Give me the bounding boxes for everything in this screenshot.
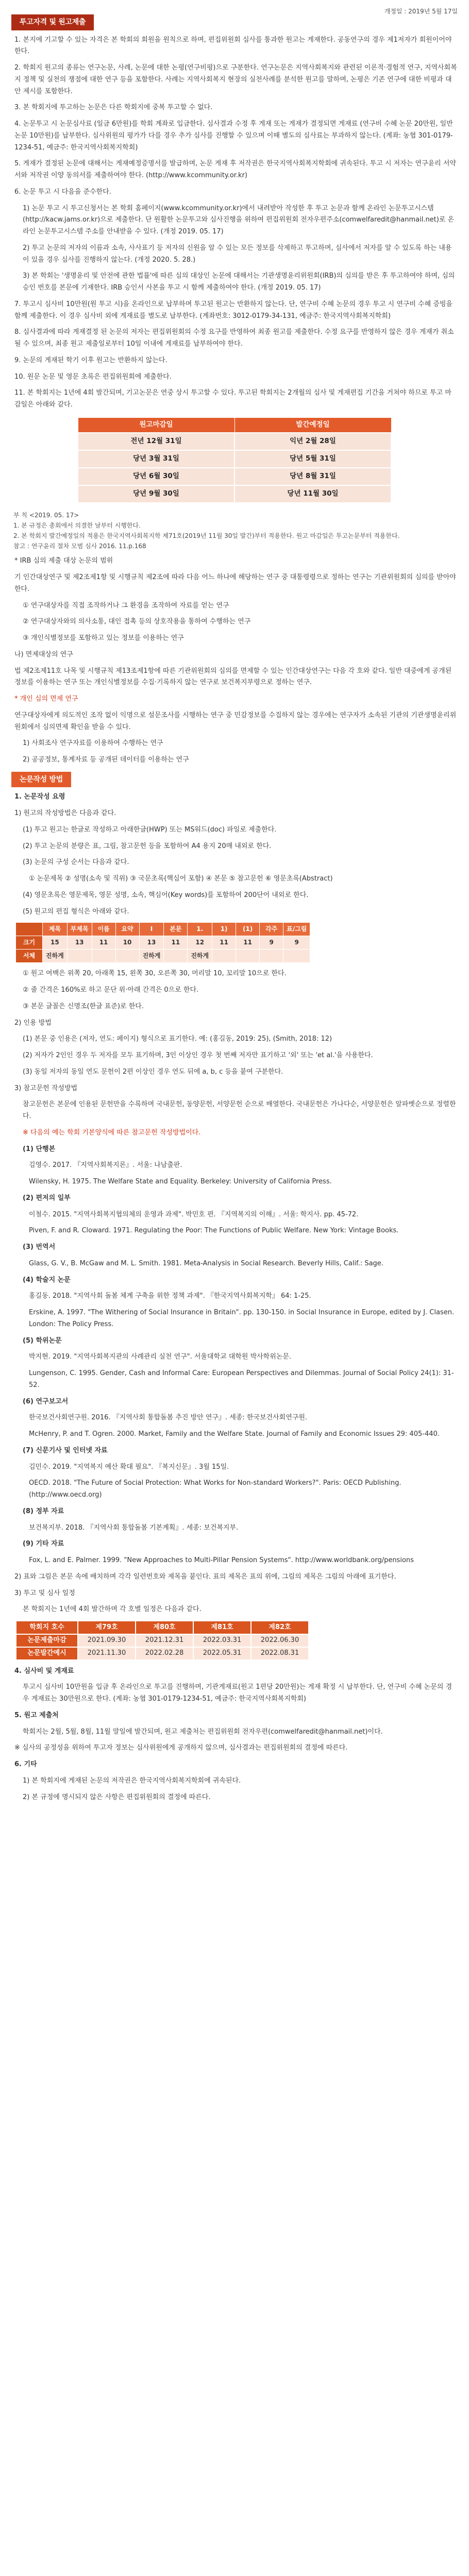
issue-cell: 2022.06.30 bbox=[251, 1634, 309, 1647]
addendum-title: 부 칙 <2019. 05. 17> bbox=[13, 512, 79, 519]
reference-category: (2) 편저의 일부 bbox=[23, 1194, 71, 1202]
issue-header: 제79호 bbox=[78, 1621, 136, 1634]
reference-category: (5) 학위논문 bbox=[23, 1336, 62, 1345]
issue-cell: 2021.11.30 bbox=[78, 1647, 136, 1660]
references-notice: ※ 다음의 예는 학회 기본양식에 따른 참고문헌 작성방법이다. bbox=[23, 1128, 201, 1137]
schedule-cell: 당년 11월 30일 bbox=[234, 485, 391, 503]
format-cell bbox=[212, 950, 236, 963]
reference-category: (9) 기타 자료 bbox=[23, 1540, 64, 1548]
issue-row-label: 논문제출마감 bbox=[16, 1634, 78, 1647]
issue-cell: 2021.12.31 bbox=[136, 1634, 193, 1647]
format-header: Ⅰ bbox=[139, 923, 164, 936]
section-title-writing-method: 논문작성 방법 bbox=[11, 772, 71, 788]
reference-category: (3) 번역서 bbox=[23, 1243, 56, 1251]
figure-table-rule: 2) 표와 그림은 본문 속에 배치하며 각각 일련번호와 제목을 붙인다. 표의 제목은 표의 위에, 그림의 제목은 그림의 아래에 표기한다. bbox=[14, 1572, 396, 1581]
issue-schedule-title: 3) 투고 및 심사 일정 bbox=[14, 1589, 75, 1597]
format-cell bbox=[283, 950, 310, 963]
schedule-cell: 전년 12월 31일 bbox=[78, 433, 234, 450]
issue-cell: 2022.08.31 bbox=[251, 1647, 309, 1660]
rule-6: 6. 논문 투고 시 다음을 준수한다. bbox=[14, 188, 111, 196]
irb-scope-body: 기 인간대상연구 및 제2조제1항 및 시행규칙 제2조에 따라 다음 어느 하나에 해당하는 연구 중 대통령령으로 정하는 연구는 기관위원회의 심의를 받아야 한다. bbox=[14, 573, 456, 593]
rule-1: 1. 본지에 기고할 수 있는 자격은 본 학회의 회원을 원칙으로 하며, 편집위원회 심사를 통과한 원고는 게재한다. 공동연구의 경우 제1저자가 회원이어야 한다. bbox=[14, 36, 452, 56]
reference-category: (8) 정부 자료 bbox=[23, 1507, 64, 1515]
reference-example: McHenry, P. and T. Ogren. 2000. Market, Family and the Welfare State. Journal of Family and Economic Issues 29: 405-440. bbox=[29, 1430, 440, 1438]
reference-example: OECD. 2018. "The Future of Social Protection: What Works for Non-standard Workers?". Paris: OECD Publishing. (http://www.oecd.org) bbox=[29, 1479, 401, 1499]
format-note: ③ 본문 글꼴은 신명조(한글 표준)로 한다. bbox=[23, 1002, 144, 1010]
issue-row-label: 논문발간예시 bbox=[16, 1647, 78, 1660]
fee-body: 투고시 심사비 10만원을 입금 후 온라인으로 투고를 진행하며, 기관게재료(원고 1편당 20만원)는 게재 확정 시 납부한다. 단, 연구비 수혜 논문의 경우 게재료는 30만원으로 한다. (계좌: 농협 301-0179-1234-51, 예금주: 한국지역사회복지학회) bbox=[23, 1683, 453, 1703]
table-row bbox=[78, 485, 391, 503]
format-cell: 11 bbox=[164, 936, 188, 950]
rule-6-1: 1) 논문 투고 시 투고신청서는 본 학회 홈페이지(www.kcommunity.or.kr)에서 내려받아 작성한 후 투고 논문과 함께 온라인 논문투고시스템(http://kacw.jams.or.kr)으로 제출한다. 단 원활한 논문투고와 심사진행을 위하여 편집위원회 전자우편주소(comwelfaredit@hanmail.net)로 온라인 논문투고시스템 주소를 안내받을 수 있다. (개정 2019. 05. 17) bbox=[23, 204, 455, 235]
format-header: 1) bbox=[212, 923, 236, 936]
rule-4: 4. 논문투고 시 논문심사료 (일금 6만원)를 학회 계좌로 입금한다. 심사결과 수정 후 게재 또는 게재가 결정되면 게재료 (연구비 수혜 논문 20만원, 일반 논문 10만원)를 납부한다. 심사위원의 평가가 다를 경우 추가 심사를 진행할 수 있으며 이때 별도의 심사료는 부과하지 않는다. (계좌: 농협 301-0179-1234-51, 예금주: 한국지역사회복지학회) bbox=[14, 120, 453, 151]
table-row bbox=[16, 936, 310, 950]
writing-line: (3) 논문의 구성 순서는 다음과 같다. bbox=[23, 858, 129, 867]
citation-title: 2) 인용 방법 bbox=[14, 1019, 52, 1027]
format-header: 표/그림 bbox=[283, 923, 310, 936]
format-row-label: 서체 bbox=[16, 950, 43, 963]
reference-example: Wilensky, H. 1975. The Welfare State and Equality. Berkeley: University of California Press. bbox=[29, 1178, 332, 1186]
reference-category: (7) 신문기사 및 인터넷 자료 bbox=[23, 1446, 108, 1454]
submission-address-body: 학회지는 2월, 5월, 8월, 11월 말일에 발간되며, 원고 제출처는 편집위원회 전자우편(comwelfaredit@hanmail.net)이다. bbox=[23, 1727, 383, 1736]
rule-8: 8. 심사결과에 따라 게재결정 된 논문의 저자는 편집위원회의 수정 요구를 반영하여 최종 원고를 제출한다. 수정 요구를 반영하지 않은 경우 게재가 취소될 수 있으며, 최종 원고 제출일로부터 10일 이내에 게재료를 납부하여야 한다. bbox=[14, 328, 454, 348]
reference-example: 보건복지부. 2018. 『지역사회 통합돌봄 기본계획』. 세종: 보건복지부. bbox=[29, 1523, 239, 1532]
irb-item: ① 연구대상자를 직접 조작하거나 그 환경을 조작하여 자료를 얻는 연구 bbox=[23, 601, 229, 609]
format-cell: 9 bbox=[283, 936, 310, 950]
schedule-cell: 익년 2월 28일 bbox=[234, 433, 391, 450]
issue-cell: 2022.05.31 bbox=[193, 1647, 251, 1660]
addendum-line: 2. 본 학회지 발간예정일의 적용은 한국지역사회복지학 제71호(2019년 11월 30일 발간)부터 적용한다. 원고 마감일은 투고논문부터 적용한다. bbox=[13, 532, 400, 539]
submission-address-title: 5. 원고 제출처 bbox=[14, 1711, 59, 1719]
format-header: 1. bbox=[188, 923, 212, 936]
reference-example: 이철수. 2015. "지역사회복지협의체의 운영과 과제". 박민호 편. 『지역복지의 이해』. 서울: 학지사. pp. 45-72. bbox=[29, 1210, 359, 1218]
irb-item: ② 연구대상자와의 의사소통, 대인 접촉 등의 상호작용을 통하여 수행하는 연구 bbox=[23, 618, 251, 626]
reference-example: Piven, F. and R. Cloward. 1971. Regulating the Poor: The Functions of Public Welfare. New York: Vintage Books. bbox=[29, 1227, 399, 1235]
irb-exempt-body: 법 제2조제11호 나목 및 시행규칙 제13조제1항에 따른 기관위원회의 심의를 면제할 수 있는 인간대상연구는 다음 각 호와 같다. 일반 대중에게 공개된 정보를 이용하는 연구 또는 개인식별정보를 수집·기록하지 않는 연구로 보건복지부령으로 정하는 연구. bbox=[14, 667, 452, 687]
format-cell: 15 bbox=[43, 936, 68, 950]
irb-tail-item: 2) 공공정보, 통계자료 등 공개된 데이터를 이용하는 연구 bbox=[23, 756, 189, 764]
references-intro: 참고문헌은 본문에 인용된 문헌만을 수록하며 국내문헌, 동양문헌, 서양문헌 순으로 배열한다. 국내문헌은 가나다순, 서양문헌은 알파벳순으로 정렬한다. bbox=[23, 1100, 456, 1121]
schedule-cell: 당년 5월 31일 bbox=[234, 450, 391, 468]
issue-header: 제80호 bbox=[136, 1621, 193, 1634]
schedule-cell: 당년 3월 31일 bbox=[78, 450, 234, 468]
irb-personal-exempt-title: * 개인 심의 면제 연구 bbox=[14, 695, 78, 703]
format-header-blank bbox=[16, 923, 43, 936]
table-row bbox=[78, 433, 391, 450]
format-header: 요약 bbox=[115, 923, 139, 936]
rule-7: 7. 투고시 심사비 10만원(원 투고 시)을 온라인으로 납부하며 투고된 원고는 반환하지 않는다. 단, 연구비 수혜 논문의 경우 투고 시 연구비 수혜 증빙을 함께 제출한다. 이 경우 심사비 외에 게재료를 별도로 납부한다. (계좌번호: 3012-0179-34-131, 예금주: 한국지역사회복지학회) bbox=[14, 300, 453, 320]
rule-11: 11. 본 학회지는 1년에 4회 발간되며, 기고논문은 연중 상시 투고할 수 있다. 투고된 학회지는 2개월의 심사 및 게재편집 기간을 거쳐야 하므로 투고 마감일은 아래와 같다. bbox=[14, 389, 451, 409]
format-title: (5) 원고의 편집 형식은 아래와 같다. bbox=[23, 907, 129, 916]
reference-example: Erskine, A. 1997. "The Withering of Social Insurance in Britain". pp. 130-150. in Social Insurance in Europe, edited by J. Clasen. London: The Policy Press. bbox=[29, 1309, 455, 1328]
format-cell bbox=[92, 950, 115, 963]
issue-cell: 2022.02.28 bbox=[136, 1647, 193, 1660]
misc-title: 6. 기타 bbox=[14, 1760, 37, 1769]
writing-line: (4) 영문초록은 영문제목, 영문 성명, 소속, 핵심어(Key words)를 포함하여 200단어 내외로 한다. bbox=[23, 891, 309, 899]
rule-10: 10. 원문 논문 및 영문 초록은 편집위원회에 제출한다. bbox=[14, 372, 172, 381]
table-row bbox=[78, 450, 391, 468]
format-cell: 진하게 bbox=[139, 950, 164, 963]
reference-example: 김영수. 2017. 『지역사회복지론』. 서울: 나남출판. bbox=[29, 1161, 182, 1170]
misc-item: 2) 본 규정에 명시되지 않은 사항은 편집위원회의 결정에 따른다. bbox=[23, 1793, 211, 1801]
reference-example: 홍길동. 2018. "지역사회 돌봄 체계 구축을 위한 정책 과제". 『한국지역사회복지학』 64: 1-25. bbox=[29, 1292, 311, 1300]
writing-intro: 1. 논문작성 요령 bbox=[14, 793, 65, 801]
reference-category: (1) 단행본 bbox=[23, 1145, 56, 1153]
format-header: 각주 bbox=[260, 923, 283, 936]
deadline-schedule-table bbox=[77, 417, 392, 504]
irb-tail-item: 1) 사회조사 연구자료를 이용하여 수행하는 연구 bbox=[23, 739, 163, 748]
reference-example: Lungenson, C. 1995. Gender, Cash and Informal Care: European Perspectives and Dilemmas. Journal of Social Policy 24(1): 31-52. bbox=[29, 1369, 454, 1389]
citation-rule: (2) 저자가 2인인 경우 두 저자를 모두 표기하며, 3인 이상인 경우 첫 번째 저자만 표기하고 '외' 또는 'et al.'을 사용한다. bbox=[23, 1052, 373, 1060]
reference-example: Fox, L. and E. Palmer. 1999. "New Approaches to Multi-Pillar Pension Systems". http://www.worldbank.org/pensions bbox=[29, 1556, 414, 1565]
reference-example: Glass, G. V., B. McGaw and M. L. Smith. 1981. Meta-Analysis in Social Research. Beverly Hills, Calif.: Sage. bbox=[29, 1259, 383, 1267]
format-cell: 진하게 bbox=[43, 950, 68, 963]
format-header: 제목 bbox=[43, 923, 68, 936]
format-cell: 10 bbox=[115, 936, 139, 950]
writing-line: (1) 투고 원고는 한글로 작성하고 아래한글(HWP) 또는 MS워드(doc) 파일로 제출한다. bbox=[23, 825, 277, 834]
format-cell bbox=[67, 950, 92, 963]
issue-header: 제81호 bbox=[193, 1621, 251, 1634]
reference-example: 한국보건사회연구원. 2016. 『지역사회 통합돌봄 추진 방안 연구』. 세종: 한국보건사회연구원. bbox=[29, 1414, 308, 1422]
rule-9: 9. 논문의 게재된 학기 이후 원고는 반환하지 않는다. bbox=[14, 356, 167, 364]
format-cell: 9 bbox=[260, 936, 283, 950]
format-cell: 12 bbox=[188, 936, 212, 950]
citation-rule: (3) 동일 저자의 동일 연도 문헌이 2편 이상인 경우 연도 뒤에 a, b, c 등을 붙여 구분한다. bbox=[23, 1067, 283, 1076]
format-row-label: 크기 bbox=[16, 936, 43, 950]
addendum-line: 1. 본 규정은 총회에서 의결한 날부터 시행한다. bbox=[13, 522, 141, 530]
schedule-cell: 당년 6월 30일 bbox=[78, 468, 234, 485]
review-fairness-note: ※ 심사의 공정성을 위하여 투고자 정보는 심사위원에게 공개하지 않으며, 심사결과는 편집위원회의 결정에 따른다. bbox=[14, 1744, 348, 1752]
format-header: (1) bbox=[236, 923, 260, 936]
irb-exempt-title: 나) 면제대상의 연구 bbox=[14, 650, 73, 658]
issue-schedule-table bbox=[15, 1620, 309, 1660]
issue-header: 학회지 호수 bbox=[16, 1621, 78, 1634]
rule-3: 3. 본 학회지에 투고하는 논문은 다른 학회지에 중복 투고할 수 없다. bbox=[14, 104, 213, 112]
misc-item: 1) 본 학회지에 게재된 논문의 저작권은 한국지역사회복지학회에 귀속된다. bbox=[23, 1776, 241, 1785]
rule-6-3: 3) 본 학회는 '생명윤리 및 안전에 관한 법률'에 따른 심의 대상인 논문에 대해서는 기관생명윤리위원회(IRB)의 심의를 받은 후 투고하여야 하며, 심의 승인 번호를 본문에 기재한다. IRB 승인서 사본을 투고 시 함께 제출하여야 한다. (개정 2019. 05. 17) bbox=[23, 272, 455, 292]
writing-line: (2) 투고 논문의 분량은 표, 그림, 참고문헌 등을 포함하여 A4 용지 20매 내외로 한다. bbox=[23, 842, 272, 850]
issue-header: 제82호 bbox=[251, 1621, 309, 1634]
issue-cell: 2021.09.30 bbox=[78, 1634, 136, 1647]
revision-date: 개정일 : 2019년 5월 17일 bbox=[384, 8, 458, 15]
format-table bbox=[15, 922, 310, 963]
table-row bbox=[16, 1634, 309, 1647]
writing-line: ① 논문제목 ② 성명(소속 및 직위) ③ 국문초록(핵심어 포함) ④ 본문 ⑤ 참고문헌 ⑥ 영문초록(Abstract) bbox=[29, 875, 333, 883]
rule-2: 2. 학회지 원고의 종류는 연구논문, 사례, 논문에 대한 논평(연구비평)으로 구분한다. 연구논문은 지역사회복지와 관련된 이론적·경험적 연구, 지역사회복지 정책 및 실천의 쟁점에 대한 연구 등을 포함한다. 사례는 지역사회복지 현장의 실천사례를 분석한 원고를 말하며, 논평은 기존 연구에 대한 비평과 대안 제시를 포함한다. bbox=[14, 64, 457, 95]
irb-scope-title: * IRB 심의 제출 대상 논문의 범위 bbox=[14, 557, 113, 565]
format-cell: 13 bbox=[67, 936, 92, 950]
format-cell: 11 bbox=[236, 936, 260, 950]
rule-6-2: 2) 투고 논문의 저자의 이름과 소속, 사사표기 등 저자의 신원을 알 수 있는 모든 정보를 삭제하고 투고하며, 심사에서 저자를 알 수 있도록 하는 내용이 있을 경우 심사를 진행하지 않는다. (개정 2020. 5. 28.) bbox=[23, 244, 452, 264]
format-header: 이름 bbox=[92, 923, 115, 936]
irb-personal-exempt-body: 연구대상자에게 의도적인 조작 없이 익명으로 설문조사를 시행하는 연구 중 민감정보를 수집하지 않는 경우에는 연구자가 소속된 기관의 기관생명윤리위원회에서 심의면제 확인을 받을 수 있다. bbox=[14, 711, 457, 731]
schedule-header-publication: 발간예정일 bbox=[234, 417, 391, 433]
format-cell: 11 bbox=[92, 936, 115, 950]
format-cell bbox=[260, 950, 283, 963]
section-title-submission: 투고자격 및 원고제출 bbox=[11, 14, 94, 30]
issue-cell: 2022.03.31 bbox=[193, 1634, 251, 1647]
format-header: 부제목 bbox=[67, 923, 92, 936]
reference-category: (6) 연구보고서 bbox=[23, 1397, 69, 1405]
irb-item: ③ 개인식별정보를 포함하고 있는 정보를 이용하는 연구 bbox=[23, 634, 184, 642]
format-header: 본문 bbox=[164, 923, 188, 936]
schedule-header-deadline: 원고마감일 bbox=[78, 417, 234, 433]
format-cell: 11 bbox=[212, 936, 236, 950]
schedule-cell: 당년 8월 31일 bbox=[234, 468, 391, 485]
rule-5: 5. 게재가 결정된 논문에 대해서는 게재예정증명서를 발급하며, 논문 게재 후 저작권은 한국지역사회복지학회에 귀속된다. 투고 시 저자는 연구윤리 서약서와 저작권 이양 동의서를 제출하여야 한다. (http://www.kcommunity.or.kr) bbox=[14, 160, 456, 179]
citation-rule: (1) 본문 중 인용은 (저자, 연도: 페이지) 형식으로 표기한다. 예: (홍길동, 2019: 25), (Smith, 2018: 12) bbox=[23, 1035, 332, 1043]
issue-schedule-intro: 본 학회지는 1년에 4회 발간하며 각 호별 일정은 다음과 같다. bbox=[23, 1605, 202, 1614]
format-cell bbox=[164, 950, 188, 963]
table-row bbox=[16, 950, 310, 963]
format-cell: 진하게 bbox=[188, 950, 212, 963]
format-note: ① 원고 여백은 위쪽 20, 아래쪽 15, 왼쪽 30, 오른쪽 30, 머리말 10, 꼬리말 10으로 한다. bbox=[23, 970, 287, 978]
reference-category: (4) 학술지 논문 bbox=[23, 1276, 71, 1284]
references-title: 3) 참고문헌 작성방법 bbox=[14, 1084, 78, 1092]
format-note: ② 줄 간격은 160%로 하고 문단 위·아래 간격은 0으로 한다. bbox=[23, 986, 199, 994]
schedule-cell: 당년 9월 30일 bbox=[78, 485, 234, 503]
format-cell bbox=[236, 950, 260, 963]
writing-line: 1) 원고의 작성방법은 다음과 같다. bbox=[14, 809, 116, 818]
format-cell bbox=[115, 950, 139, 963]
fee-title: 4. 심사비 및 게재료 bbox=[14, 1667, 74, 1675]
table-row bbox=[16, 1647, 309, 1660]
reference-example: 김민수. 2019. "지역복지 예산 확대 필요". 『복지신문』. 3월 15일. bbox=[29, 1463, 229, 1471]
addendum-line: 참고 : 연구윤리 절차 모범 심사 2016. 11.p.168 bbox=[13, 542, 146, 550]
format-cell: 13 bbox=[139, 936, 164, 950]
reference-example: 박지현. 2019. "지역사회복지관의 사례관리 실천 연구". 서울대학교 대학원 박사학위논문. bbox=[29, 1353, 292, 1361]
table-row bbox=[78, 468, 391, 485]
